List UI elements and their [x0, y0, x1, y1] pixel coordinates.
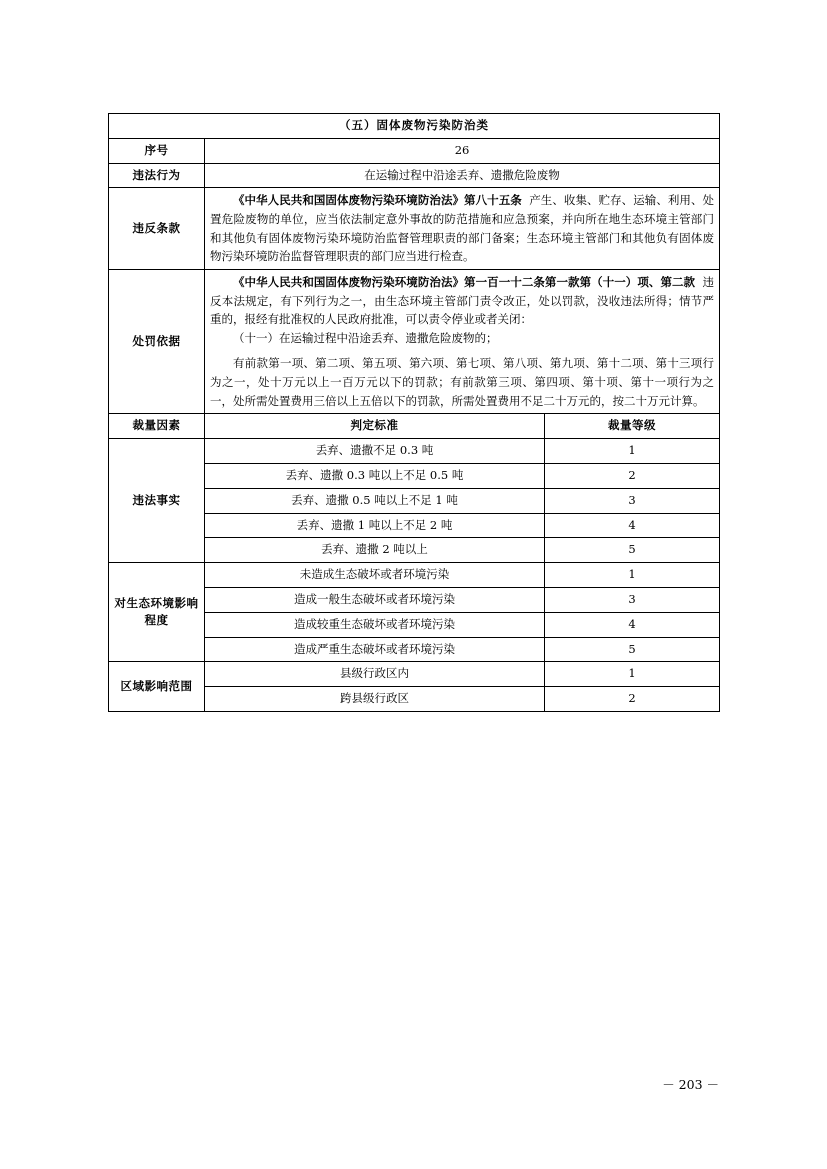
level-cell: 2	[545, 687, 720, 712]
criteria-cell: 丢弃、遗撒 0.5 吨以上不足 1 吨	[205, 488, 545, 513]
criteria-cell: 丢弃、遗撒不足 0.3 吨	[205, 439, 545, 464]
criteria-cell: 丢弃、遗撒 1 吨以上不足 2 吨	[205, 513, 545, 538]
penalty-paragraph-2: （十一）在运输过程中沿途丢弃、遗撒危险废物的；	[233, 330, 498, 345]
row-label-violation: 违法行为	[109, 163, 205, 188]
row-label-sequence: 序号	[109, 138, 205, 163]
criteria-cell: 造成严重生态破坏或者环境污染	[205, 637, 545, 662]
row-value-sequence: 26	[205, 138, 720, 163]
column-header-factor: 裁量因素	[109, 414, 205, 439]
clause-body: 产生、收集、贮存、运输、利用、处置危险废物的单位，应当依法制定意外事故的防范措施和应急预案，并向所在地生态环境主管部门和其他负有固体废物污染环境防治监督管理职责的部门备案；生态环境主管部门和其他负有固体废物污染环境防治监督管理职责的部门应当进行检查。	[210, 193, 715, 264]
page-title: （五）固体废物污染防治类	[109, 114, 720, 139]
level-cell: 3	[545, 588, 720, 613]
penalty-body-1: 违反本法规定，有下列行为之一，由生态环境主管部门责令改正，处以罚款，没收违法所得；情节严重的，报经有批准权的人民政府批准，可以责令停业或者关闭：	[210, 274, 715, 327]
table-row	[109, 439, 720, 464]
factor-label: 违法事实	[109, 439, 205, 563]
discretion-table	[108, 113, 720, 712]
table-row-violation	[109, 163, 720, 188]
row-label-clause: 违反条款	[109, 188, 205, 270]
table-header-row	[109, 414, 720, 439]
level-cell: 3	[545, 488, 720, 513]
penalty-paragraph-3: 有前款第一项、第二项、第五项、第六项、第七项、第八项、第九项、第十二项、第十三项行为之一，处十万元以上一百万元以下的罚款；有前款第三项、第四项、第十项、第十一项行为之一，处所需处置费用三倍以上五倍以下的罚款，所需处置费用不足二十万元的，按二十万元计算。	[210, 356, 715, 408]
column-header-criteria: 判定标准	[205, 414, 545, 439]
row-value-clause	[205, 188, 720, 270]
page-number: － 203 －	[662, 1077, 719, 1092]
level-cell: 5	[545, 538, 720, 563]
penalty-law-name: 《中华人民共和国固体废物污染环境防治法》第一百一十二条第一款第（十一）项、第二款	[233, 274, 696, 289]
criteria-cell: 跨县级行政区	[205, 687, 545, 712]
paragraph-spacer	[210, 347, 714, 354]
clause-law-name: 《中华人民共和国固体废物污染环境防治法》第八十五条	[233, 193, 522, 208]
clause-paragraph	[210, 191, 714, 266]
criteria-cell: 县级行政区内	[205, 662, 545, 687]
factor-label: 区域影响范围	[109, 662, 205, 712]
level-cell: 1	[545, 662, 720, 687]
penalty-paragraph-1	[210, 273, 714, 329]
factor-label: 对生态环境影响程度	[109, 563, 205, 662]
criteria-cell: 造成一般生态破坏或者环境污染	[205, 588, 545, 613]
level-cell: 5	[545, 637, 720, 662]
table-row	[109, 563, 720, 588]
table-row-sequence	[109, 138, 720, 163]
level-cell: 4	[545, 513, 720, 538]
level-cell: 2	[545, 463, 720, 488]
criteria-cell: 造成较重生态破坏或者环境污染	[205, 612, 545, 637]
table-row-penalty	[109, 269, 720, 413]
table-row	[109, 662, 720, 687]
criteria-cell: 丢弃、遗撒 0.3 吨以上不足 0.5 吨	[205, 463, 545, 488]
row-value-penalty	[205, 269, 720, 413]
level-cell: 1	[545, 563, 720, 588]
criteria-cell: 未造成生态破坏或者环境污染	[205, 563, 545, 588]
column-header-level: 裁量等级	[545, 414, 720, 439]
criteria-cell: 丢弃、遗撒 2 吨以上	[205, 538, 545, 563]
row-label-penalty: 处罚依据	[109, 269, 205, 413]
level-cell: 4	[545, 612, 720, 637]
table-row-clause	[109, 188, 720, 270]
table-row-title	[109, 114, 720, 139]
level-cell: 1	[545, 439, 720, 464]
row-value-violation: 在运输过程中沿途丢弃、遗撒危险废物	[205, 163, 720, 188]
